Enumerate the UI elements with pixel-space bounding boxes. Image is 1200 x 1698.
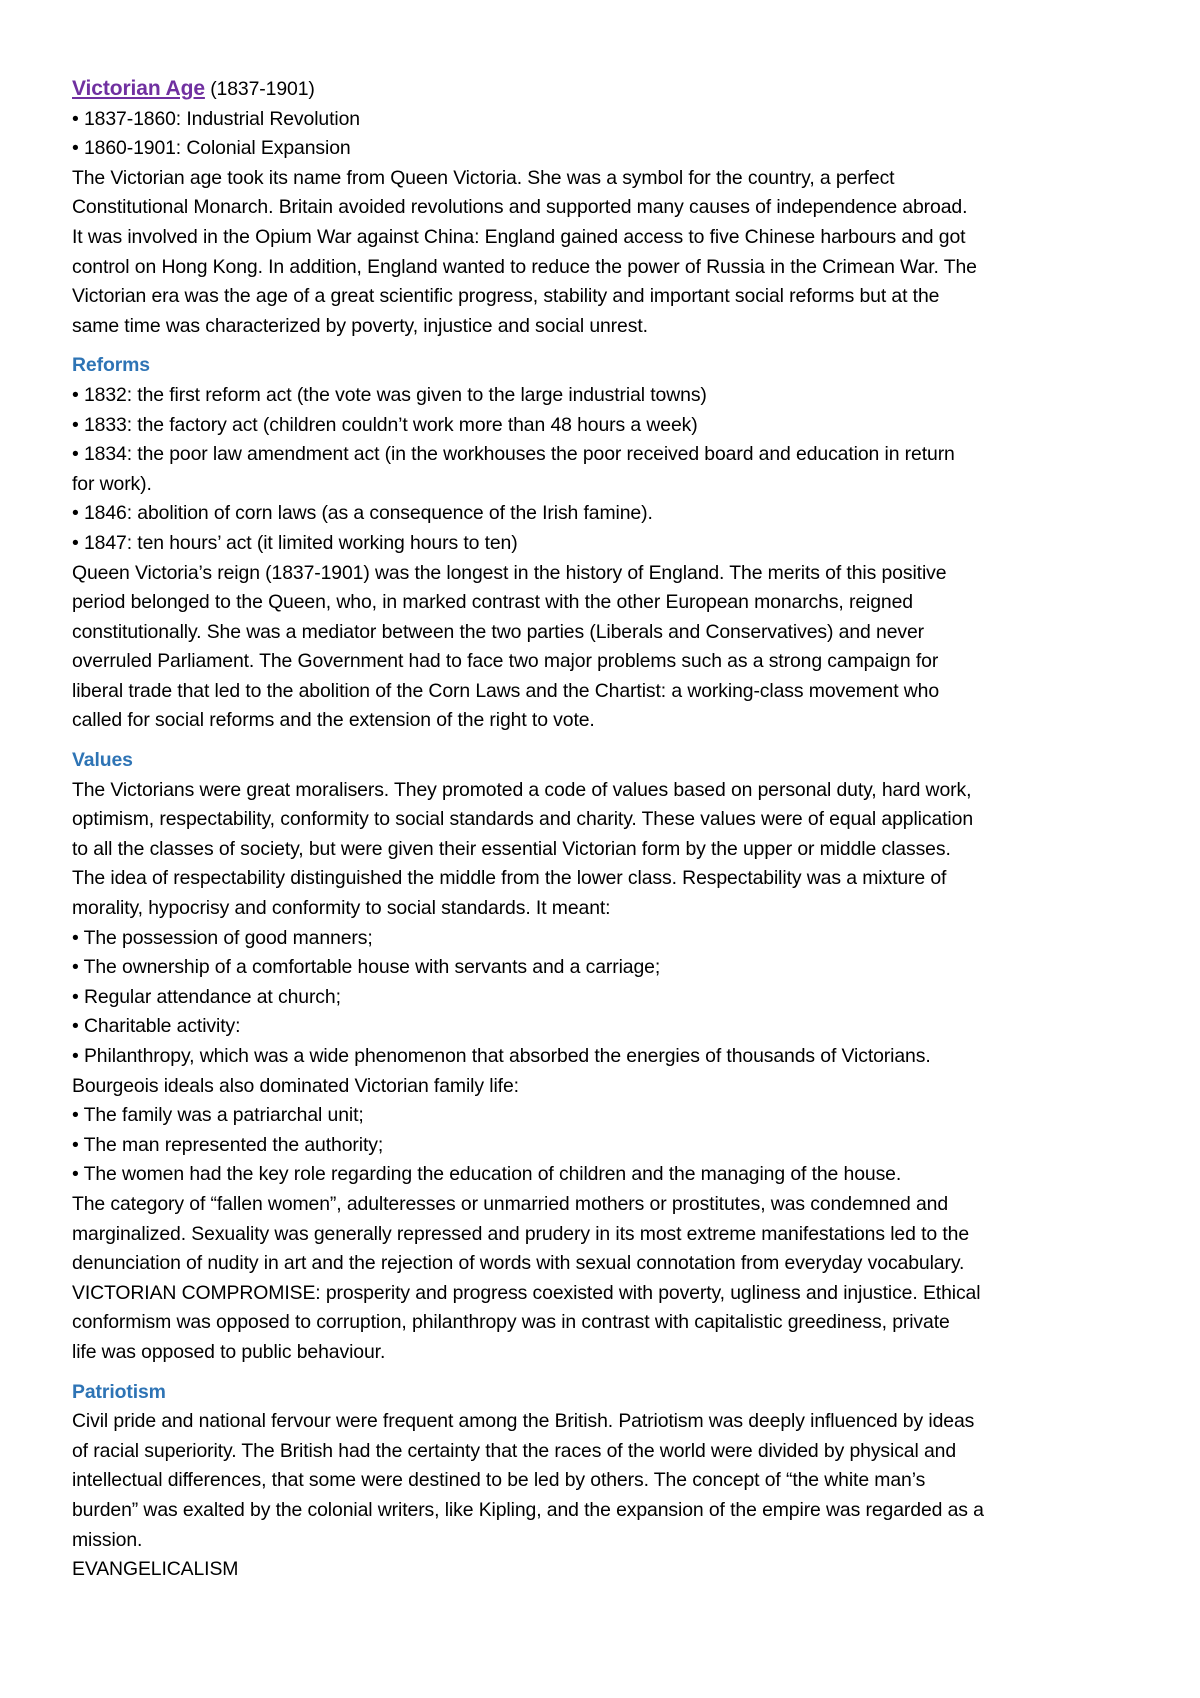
title-years: (1837-1901) [204, 78, 315, 100]
text-line: It was involved in the Opium War against China: England gained access to five Chinese harbours and got [72, 225, 966, 248]
patriotism-heading: Patriotism [72, 1380, 166, 1403]
text-line: morality, hypocrisy and conformity to social standards. It meant: [72, 897, 611, 920]
intro-bullet: • 1860-1901: Colonial Expansion [72, 137, 351, 160]
text-line: • The family was a patriarchal unit; [72, 1104, 364, 1127]
text-line: burden” was exalted by the colonial writers, like Kipling, and the expansion of the empire was regarded as a [72, 1498, 984, 1521]
text-line: • 1846: abolition of corn laws (as a consequence of the Irish famine). [72, 502, 653, 525]
text-line: • Philanthropy, which was a wide phenomenon that absorbed the energies of thousands of Victorians. [72, 1045, 931, 1067]
text-line: The idea of respectability distinguished the middle from the lower class. Respectability was a mixture of [72, 867, 947, 890]
intro-bullet: • 1837-1860: Industrial Revolution [72, 107, 360, 130]
values-section [72, 776, 1138, 1368]
title-line [72, 74, 1138, 105]
text-line: Constitutional Monarch. Britain avoided revolutions and supported many causes of independence abroad. [72, 196, 968, 219]
intro-paragraph [72, 164, 1138, 342]
text-line: Bourgeois ideals also dominated Victorian family life: [72, 1074, 519, 1097]
text-line: for work). [72, 472, 152, 495]
text-line: period belonged to the Queen, who, in marked contrast with the other European monarchs, reigned [72, 591, 913, 614]
text-line: The Victorians were great moralisers. They promoted a code of values based on personal duty, hard work, [72, 778, 972, 801]
text-line: mission. [72, 1528, 143, 1551]
text-line: • Regular attendance at church; [72, 985, 341, 1008]
text-line: • 1847: ten hours’ act (it limited working hours to ten) [72, 531, 518, 554]
reforms-heading: Reforms [72, 354, 150, 377]
text-line: marginalized. Sexuality was generally repressed and prudery in its most extreme manifestations led to the [72, 1222, 969, 1245]
text-line: • The women had the key role regarding the education of children and the managing of the house. [72, 1163, 902, 1186]
text-line: VICTORIAN COMPROMISE: prosperity and progress coexisted with poverty, ugliness and injustice. Ethical [72, 1281, 981, 1304]
text-line: constitutionally. She was a mediator between the two parties (Liberals and Conservatives) and never [72, 620, 925, 643]
text-line: Civil pride and national fervour were frequent among the British. Patriotism was deeply influenced by ideas [72, 1410, 975, 1433]
text-line: conformism was opposed to corruption, philanthropy was in contrast with capitalistic greediness, private [72, 1311, 950, 1334]
text-line: Victorian era was the age of a great scientific progress, stability and important social reforms but at the [72, 285, 940, 308]
document-page [72, 74, 1138, 1585]
text-line: The category of “fallen women”, adulteresses or unmarried mothers or prostitutes, was condemned and [72, 1192, 949, 1215]
text-line: called for social reforms and the extension of the right to vote. [72, 709, 595, 732]
text-line: EVANGELICALISM [72, 1558, 239, 1581]
text-line: The Victorian age took its name from Queen Victoria. She was a symbol for the country, a perfect [72, 166, 895, 189]
victorian-age-link[interactable]: Victorian Age [72, 77, 205, 100]
values-heading: Values [72, 749, 133, 772]
text-line: liberal trade that led to the abolition of the Corn Laws and the Chartist: a working-class movement who [72, 679, 940, 702]
text-line: • 1834: the poor law amendment act (in the workhouses the poor received board and education in return [72, 443, 955, 466]
text-line: • The possession of good manners; [72, 926, 373, 949]
text-line: to all the classes of society, but were given their essential Victorian form by the upper or middle classes. [72, 837, 951, 860]
text-line: Queen Victoria’s reign (1837-1901) was the longest in the history of England. The merits of this positive [72, 561, 947, 584]
text-line: • 1832: the first reform act (the vote was given to the large industrial towns) [72, 383, 707, 406]
text-line: • 1833: the factory act (children couldn’t work more than 48 hours a week) [72, 413, 698, 436]
text-line: intellectual differences, that some were destined to be led by others. The concept of “the white man’s [72, 1469, 926, 1492]
text-line: same time was characterized by poverty, injustice and social unrest. [72, 314, 648, 337]
text-line: optimism, respectability, conformity to social standards and charity. These values were of equal application [72, 808, 974, 831]
text-line: • Charitable activity: [72, 1015, 241, 1038]
text-line: overruled Parliament. The Government had to face two major problems such as a strong campaign for [72, 650, 939, 673]
text-line: • The ownership of a comfortable house with servants and a carriage; [72, 956, 661, 979]
text-line: • The man represented the authority; [72, 1133, 384, 1156]
text-line: life was opposed to public behaviour. [72, 1340, 386, 1363]
reforms-section [72, 381, 1138, 736]
text-line: denunciation of nudity in art and the rejection of words with sexual connotation from everyday vocabulary. [72, 1252, 965, 1275]
patriotism-section [72, 1407, 1138, 1585]
text-line: of racial superiority. The British had the certainty that the races of the world were divided by physical and [72, 1439, 957, 1462]
text-line: control on Hong Kong. In addition, England wanted to reduce the power of Russia in the Crimean War. The [72, 255, 977, 278]
